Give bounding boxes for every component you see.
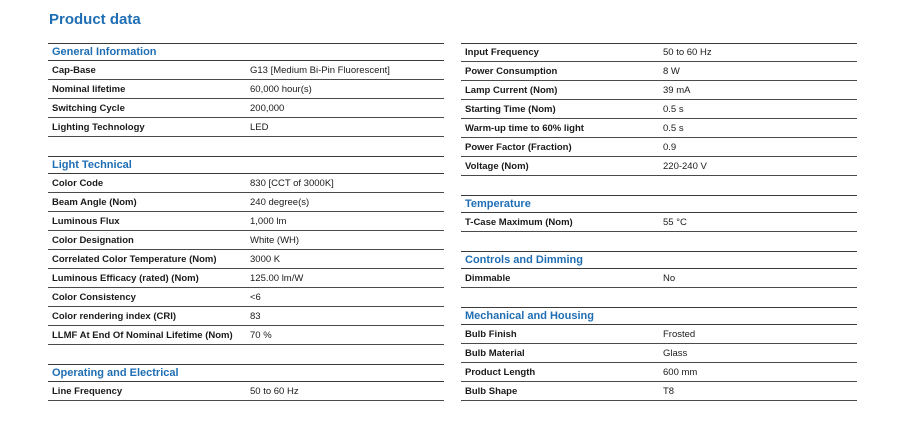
spec-row-beam-angle-nom: [48, 193, 444, 212]
section-spacer: [461, 232, 857, 251]
spec-value: 3000 K: [250, 253, 281, 265]
spec-value: 0.5 s: [663, 103, 684, 115]
spec-label: Color Consistency: [52, 291, 136, 303]
spec-row-luminous-flux: [48, 212, 444, 231]
spec-row-cap-base: [48, 61, 444, 80]
spec-value: 60,000 hour(s): [250, 83, 312, 95]
spec-label: LLMF At End Of Nominal Lifetime (Nom): [52, 329, 233, 341]
spec-label: Bulb Shape: [465, 385, 518, 397]
spec-value: No: [663, 272, 676, 284]
spec-label: Cap-Base: [52, 64, 96, 76]
spec-value: 0.9: [663, 141, 677, 153]
spec-label: Line Frequency: [52, 385, 123, 397]
spec-row-dimmable: [461, 269, 857, 288]
spec-row-llmf-at-end-of-nominal-lifetime-nom: [48, 326, 444, 345]
spec-row-input-frequency: [461, 43, 857, 62]
spec-row-color-code: [48, 174, 444, 193]
spec-row-starting-time-nom: [461, 100, 857, 119]
spec-row-t-case-maximum-nom: [461, 213, 857, 232]
spec-label: Color Designation: [52, 234, 134, 246]
spec-label: Correlated Color Temperature (Nom): [52, 253, 217, 265]
spec-label: Nominal lifetime: [52, 83, 126, 95]
spec-label: Product Length: [465, 366, 536, 378]
spec-value: 240 degree(s): [250, 196, 310, 208]
spec-value: T8: [663, 385, 675, 397]
section-spacer: [461, 176, 857, 195]
section-heading-temperature: Temperature: [461, 195, 857, 213]
spec-label: Warm-up time to 60% light: [465, 122, 584, 134]
spec-value: 0.5 s: [663, 122, 684, 134]
spec-row-product-length: [461, 363, 857, 382]
spec-label: Luminous Flux: [52, 215, 120, 227]
spec-value: 50 to 60 Hz: [250, 385, 299, 397]
spec-label: Starting Time (Nom): [465, 103, 556, 115]
section-heading-light-technical: Light Technical: [48, 156, 444, 174]
spec-value: LED: [250, 121, 269, 133]
spec-row-color-consistency: [48, 288, 444, 307]
spec-row-bulb-shape: [461, 382, 857, 401]
spec-label: Power Factor (Fraction): [465, 141, 572, 153]
spec-row-bulb-material: [461, 344, 857, 363]
spec-label: Voltage (Nom): [465, 160, 529, 172]
spec-label: Dimmable: [465, 272, 511, 284]
spec-row-warm-up-time-to-60-light: [461, 119, 857, 138]
spec-value: 125.00 lm/W: [250, 272, 304, 284]
spec-label: Switching Cycle: [52, 102, 125, 114]
spec-row-bulb-finish: [461, 325, 857, 344]
spec-value: White (WH): [250, 234, 300, 246]
spec-row-power-factor-fraction: [461, 138, 857, 157]
right-column: [461, 43, 857, 401]
spec-row-color-designation: [48, 231, 444, 250]
spec-value: 830 [CCT of 3000K]: [250, 177, 334, 189]
section-heading-general-information: General Information: [48, 43, 444, 61]
spec-label: Color Code: [52, 177, 104, 189]
spec-value: 8 W: [663, 65, 680, 77]
spec-value: G13 [Medium Bi-Pin Fluorescent]: [250, 64, 390, 76]
spec-value: 220-240 V: [663, 160, 707, 172]
section-spacer: [461, 288, 857, 307]
spec-value: 83: [250, 310, 261, 322]
spec-label: Color rendering index (CRI): [52, 310, 177, 322]
spec-row-voltage-nom: [461, 157, 857, 176]
spec-value: 70 %: [250, 329, 272, 341]
spec-value: <6: [250, 291, 261, 303]
spec-value: 39 mA: [663, 84, 691, 96]
spec-label: Beam Angle (Nom): [52, 196, 137, 208]
spec-row-nominal-lifetime: [48, 80, 444, 99]
section-heading-operating-and-electrical: Operating and Electrical: [48, 364, 444, 382]
spec-row-lamp-current-nom: [461, 81, 857, 100]
spec-label: Bulb Material: [465, 347, 525, 359]
spec-row-correlated-color-temperature-nom: [48, 250, 444, 269]
left-column: [48, 43, 444, 401]
spec-value: Frosted: [663, 328, 696, 340]
spec-value: 50 to 60 Hz: [663, 47, 712, 58]
spec-label: Luminous Efficacy (rated) (Nom): [52, 272, 199, 284]
spec-label: Power Consumption: [465, 65, 558, 77]
spec-label: Bulb Finish: [465, 328, 517, 340]
spec-row-line-frequency: [48, 382, 444, 401]
section-spacer: [48, 345, 444, 364]
spec-row-color-rendering-index-cri: [48, 307, 444, 326]
spec-label: T-Case Maximum (Nom): [465, 216, 573, 228]
spec-row-switching-cycle: [48, 99, 444, 118]
spec-row-power-consumption: [461, 62, 857, 81]
spec-label: Lighting Technology: [52, 121, 145, 133]
section-heading-mechanical-and-housing: Mechanical and Housing: [461, 307, 857, 325]
spec-value: 200,000: [250, 102, 285, 114]
spec-value: 55 °C: [663, 216, 687, 228]
spec-row-luminous-efficacy-rated-nom: [48, 269, 444, 288]
spec-label: Lamp Current (Nom): [465, 84, 558, 96]
spec-value: 1,000 lm: [250, 215, 287, 227]
spec-value: 600 mm: [663, 366, 698, 378]
page-title: Product data: [49, 11, 141, 28]
section-spacer: [48, 137, 444, 156]
spec-label: Input Frequency: [465, 47, 539, 58]
spec-row-lighting-technology: [48, 118, 444, 137]
section-heading-controls-and-dimming: Controls and Dimming: [461, 251, 857, 269]
spec-value: Glass: [663, 347, 688, 359]
